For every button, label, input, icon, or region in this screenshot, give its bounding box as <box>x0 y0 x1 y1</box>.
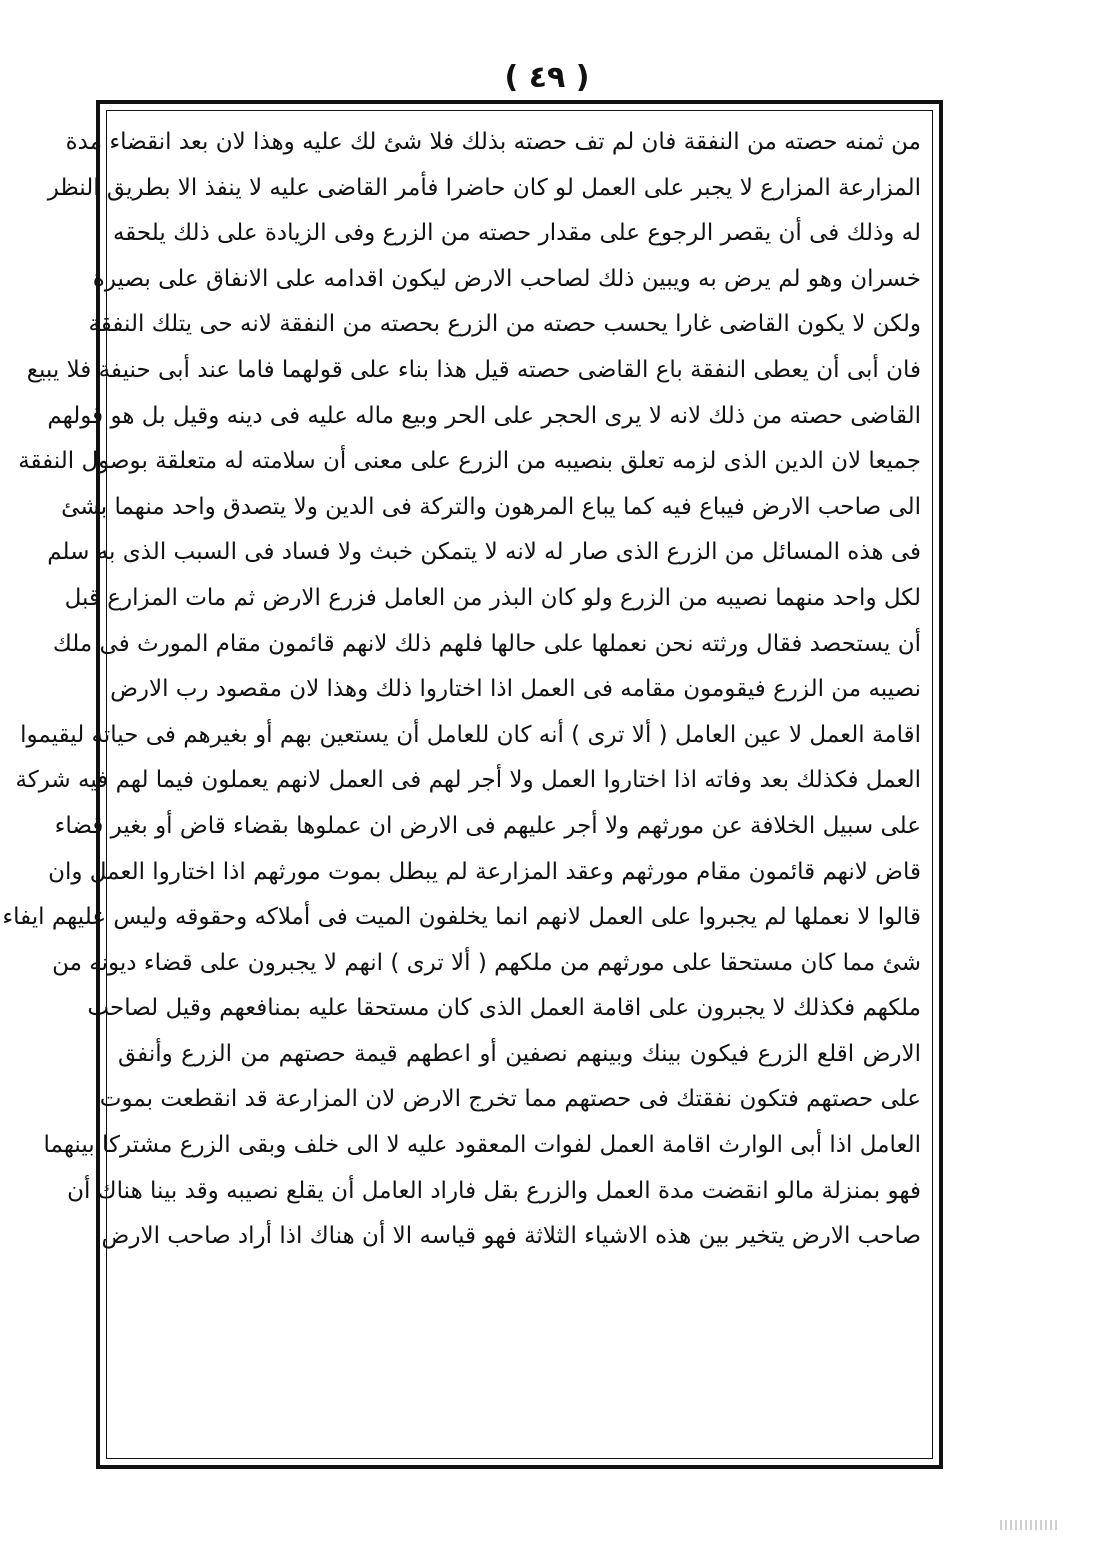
text-line: فان أبى أن يعطى النفقة باع القاضى حصته قيل هذا بناء على قولهما فاما عند أبى حنيفة فلا يبيع <box>26 356 921 383</box>
text-body <box>2 120 921 1450</box>
text-line: العامل اذا أبى الوارث اقامة العمل لفوات المعقود عليه لا الى خلف وبقى الزرع مشتركا بينهما <box>43 1132 921 1159</box>
page-number: ( ٤٩ ) <box>504 60 590 95</box>
text-line: الارض اقلع الزرع فيكون بينك وبينهم نصفين أو اعطهم قيمة حصتهم من الزرع وأنفق <box>118 1040 921 1067</box>
text-line: نصيبه من الزرع فيقومون مقامه فى العمل اذا اختاروا ذلك وهذا لان مقصود رب الارض <box>110 676 921 703</box>
text-line: فهو بمنزلة مالو انقضت مدة العمل والزرع بقل فاراد العامل أن يقلع نصيبه وقد بينا هناك أن <box>67 1177 921 1204</box>
text-line: العمل فكذلك بعد وفاته اذا اختاروا العمل ولا أجر لهم فى العمل لانهم يعملون فيما لهم فيه شركة <box>15 767 921 794</box>
text-line: خسران وهو لم يرض به ويبين ذلك لصاحب الارض ليكون اقدامه على الانفاق على بصيرة <box>92 265 921 292</box>
text-line: له وذلك فى أن يقصر الرجوع على مقدار حصته من الزرع وفى الزيادة على ذلك يلحقه <box>112 220 921 247</box>
text-line: على سبيل الخلافة عن مورثهم ولا أجر عليهم فى الارض ان عملوها بقضاء قاض أو بغير قضاء <box>54 812 921 839</box>
text-line: أن يستحصد فقال ورثته نحن نعملها على حالها فلهم ذلك لانهم قائمون مقام المورث فى ملك <box>52 630 921 657</box>
text-line: جميعا لان الدين الذى لزمه تعلق بنصيبه من الزرع على معنى أن سلامته له متعلقة بوصول النفقة <box>18 448 921 475</box>
text-line: قاض لانهم قائمون مقام مورثهم وعقد المزارعة لم يبطل بموت مورثهم اذا اختاروا العمل وان <box>48 858 921 885</box>
text-line: لكل واحد منهما نصيبه من الزرع ولو كان البذر من العامل فزرع الارض ثم مات المزارع قبل <box>64 584 921 611</box>
text-line: من ثمنه حصته من النفقة فان لم تف حصته بذلك فلا شئ لك عليه وهذا لان بعد انقضاء مدة <box>65 129 921 155</box>
text-line: فى هذه المسائل من الزرع الذى صار له لانه لا يتمكن خبث ولا فساد فى السبب الذى به سلم <box>47 539 921 566</box>
text-line: ملكهم فكذلك لا يجبرون على اقامة العمل الذى كان مستحقا عليه بمنافعهم وقيل لصاحب <box>87 995 921 1022</box>
text-line: القاضى حصته من ذلك لانه لا يرى الحجر على الحر وبيع ماله عليه فى دينه وقيل بل هو قولهم <box>47 402 921 429</box>
text-line: الى صاحب الارض فيباع فيه كما يباع المرهون والتركة فى الدين ولا يتصدق واحد منهما بشئ <box>61 493 921 520</box>
text-line: صاحب الارض يتخير بين هذه الاشياء الثلاثة فهو قياسه الا أن هناك اذا أراد صاحب الارض <box>101 1223 921 1250</box>
text-line: شئ مما كان مستحقا على مورثهم من ملكهم ( ألا ترى ) انهم لا يجبرون على قضاء ديونه من <box>52 949 921 976</box>
text-line: على حصتهم فتكون نفقتك فى حصتهم مما تخرج الارض لان المزارعة قد انقطعت بموت <box>99 1086 921 1113</box>
text-line: المزارعة المزارع لا يجبر على العمل لو كان حاضرا فأمر القاضى عليه لا ينفذ الا بطريق النظر <box>47 174 921 201</box>
text-line: اقامة العمل لا عين العامل ( ألا ترى ) أنه كان للعامل أن يستعين بهم أو بغيرهم فى حياته ليقيموا <box>20 721 921 748</box>
text-line: قالوا لا نعملها لم يجبروا على العمل لانهم انما يخلفون الميت فى أملاكه وحقوقه وليس عليهم ايفاء <box>2 904 921 931</box>
scan-noise <box>1000 1520 1060 1530</box>
text-line: ولكن لا يكون القاضى غارا يحسب حصته من الزرع بحصته من النفقة لانه حى يتلك النفقة <box>88 311 921 338</box>
